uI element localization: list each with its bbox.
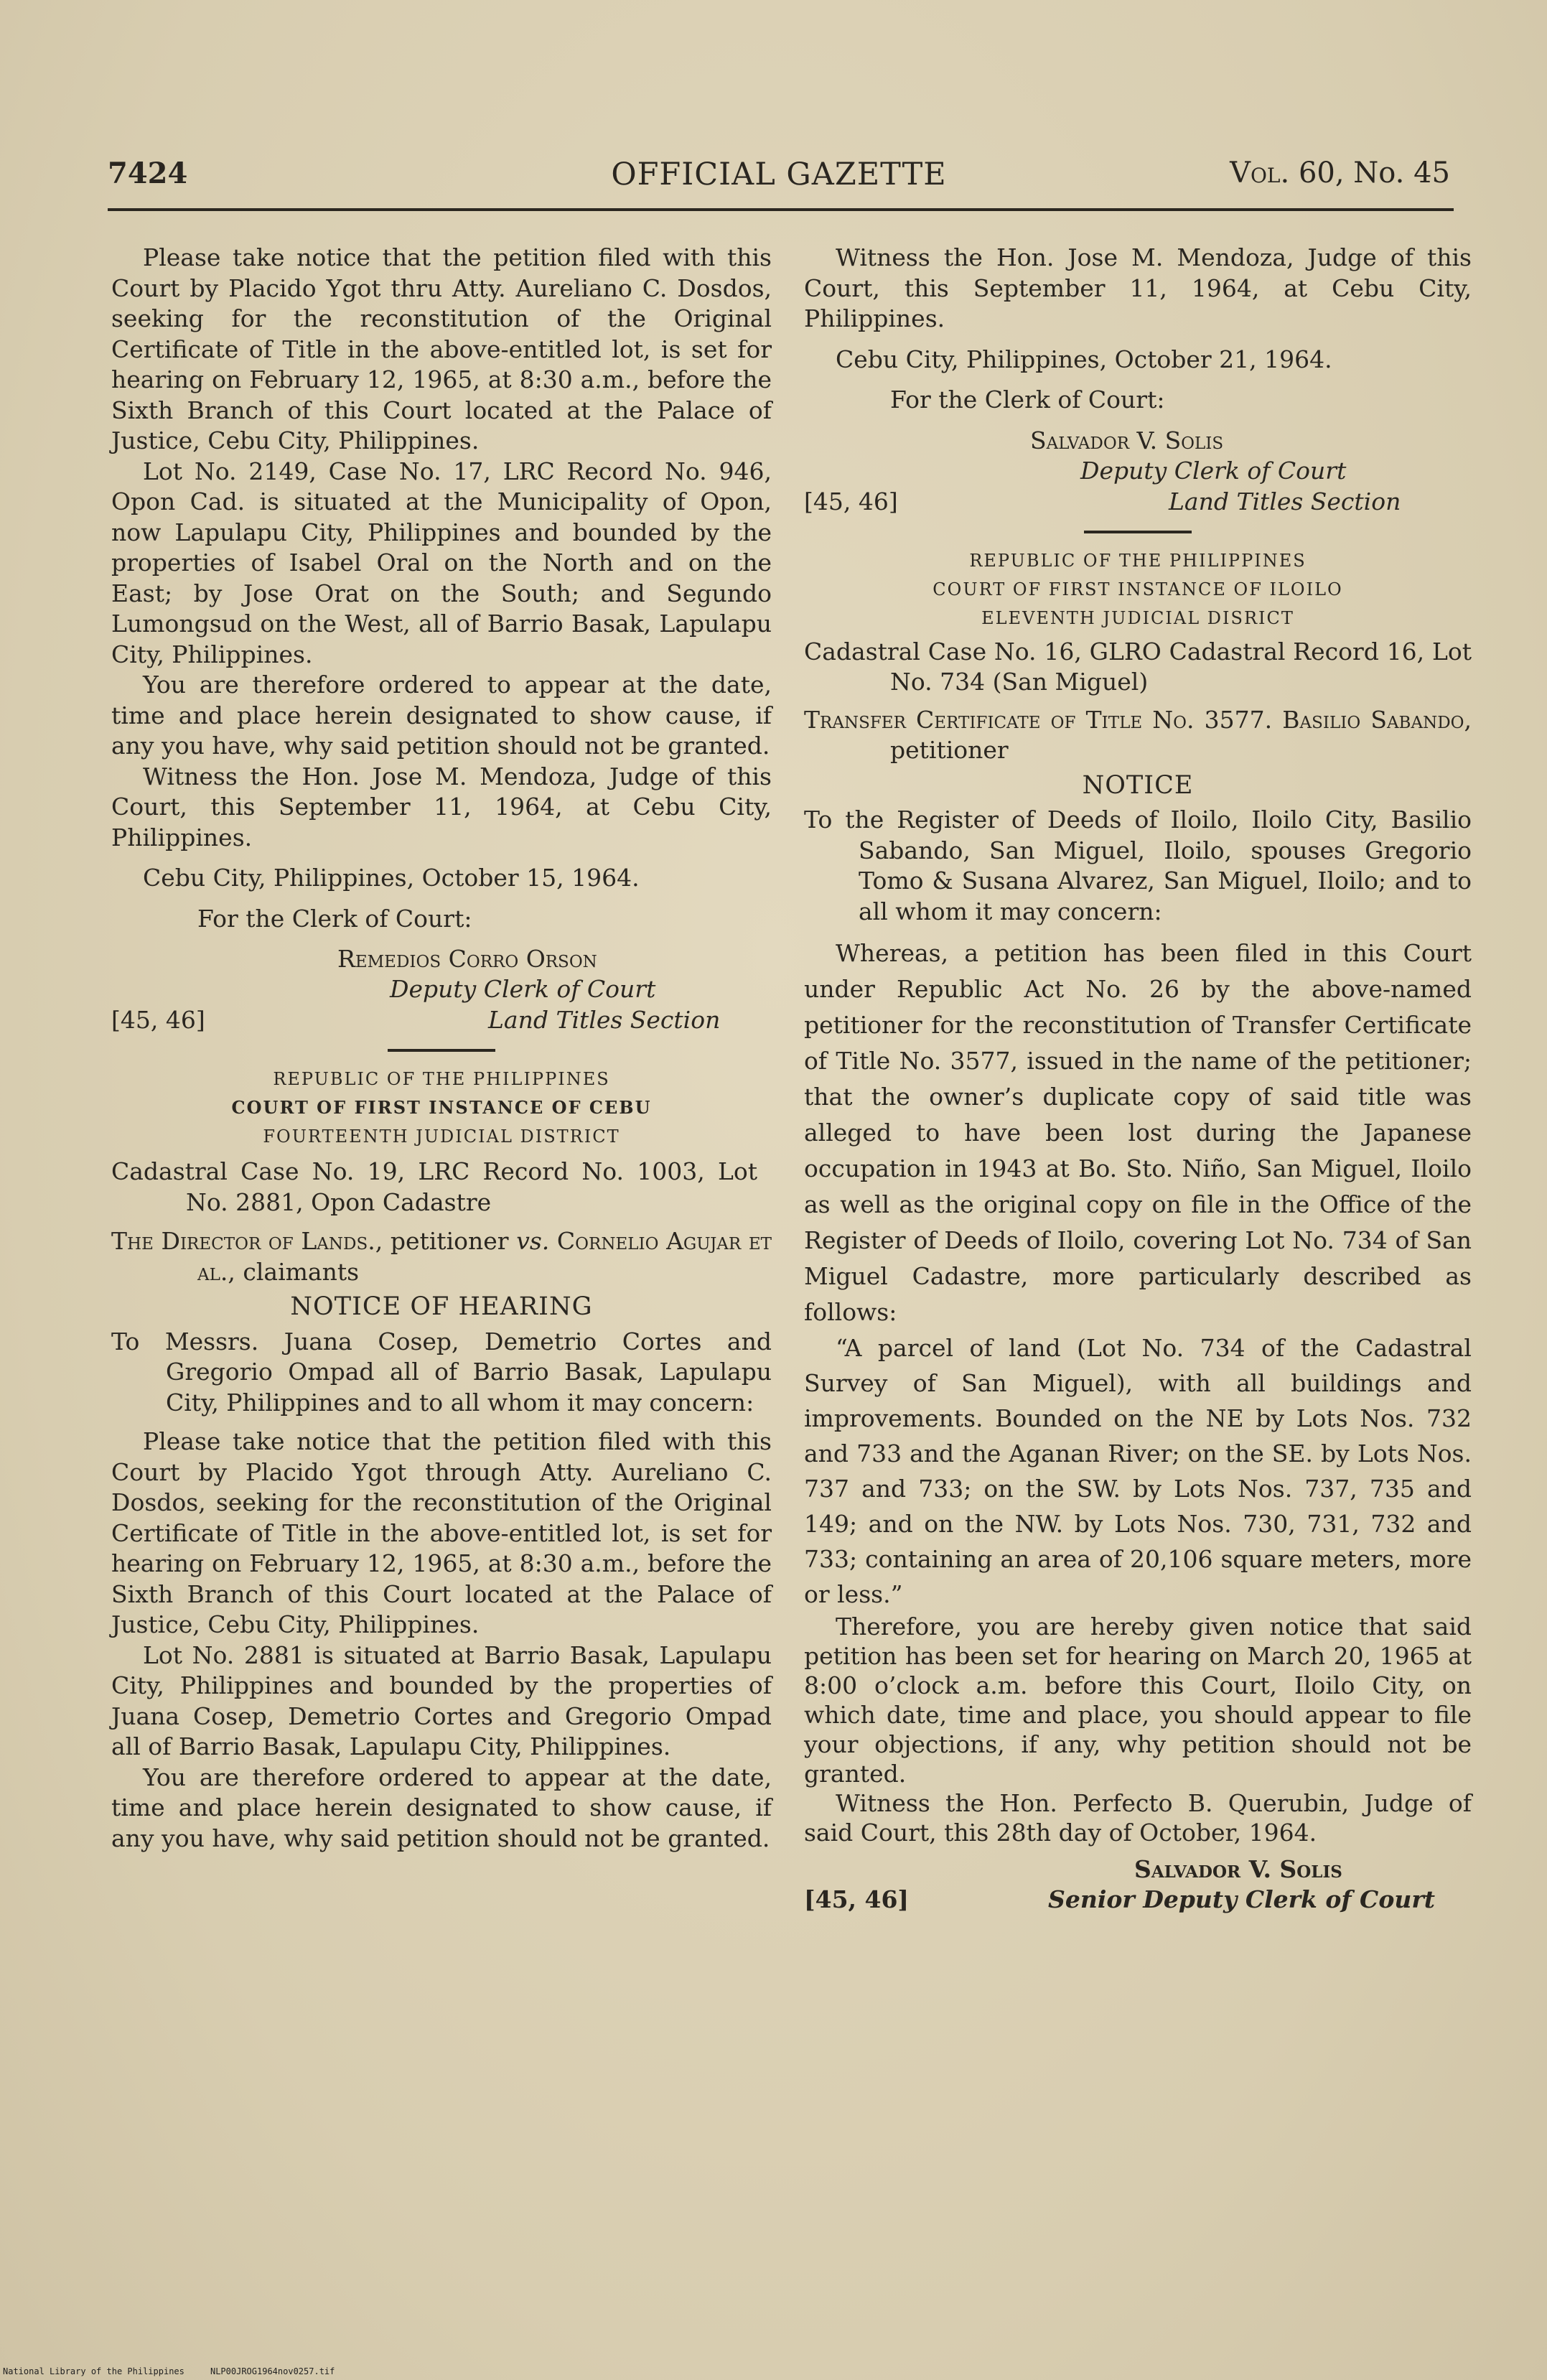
- for-clerk: For the Clerk of Court:: [890, 386, 1165, 414]
- paragraph: Witness the Hon. Perfecto B. Querubin, Judge of said Court, this 28th day of October, 1964.: [804, 1789, 1472, 1847]
- notice-addressees: To Messrs. Juana Cosep, Demetrio Cortes and Gregorio Ompad all of Barrio Basak, Lapulapu City, Philippines and to all whom it may concern:: [111, 1327, 772, 1417]
- signatory-title: Senior Deputy Clerk of Court: [1048, 1885, 1435, 1913]
- notice-heading-line: COURT OF FIRST INSTANCE OF ILOILO: [933, 579, 1343, 599]
- quoted-description: “A parcel of land (Lot No. 734 of the Cadastral Survey of San Miguel), with all buildings and improvements. Bounded on the NE by Lots Nos. 732 and 733 and the Aganan River; on the SE. by Lots Nos. 737 and 733; on the SW. by Lots Nos. 737, 735 and 149; and on the NW. by Lots Nos. 730, 731, 732 and 733; containing an area of 20,106 square meters, more or less.”: [804, 1334, 1472, 1608]
- signatory-name: Remedios Corro Orson: [337, 945, 597, 973]
- scan-footer: National Library of the Philippines NLP00JROG1964nov0257.tif: [3, 2366, 335, 2376]
- section-divider: [388, 1049, 495, 1052]
- paragraph: Therefore, you are hereby given notice that said petition has been set for hearing on March 20, 1965 at 8:00 o’clock a.m. before this Court, Iloilo City, on which date, time and place, you should appear to file your objections, if any, why petition should not be granted.: [804, 1613, 1472, 1788]
- paragraph: You are therefore ordered to appear at the date, time and place herein designated to show cause, if any you have, why said petition should not be granted.: [111, 1763, 772, 1852]
- case-parties: [111, 1226, 772, 1287]
- notice-heading-line: REPUBLIC OF THE PHILIPPINES: [969, 550, 1307, 571]
- paragraph: Witness the Hon. Jose M. Mendoza, Judge of this Court, this September 11, 1964, at Cebu City, Philippines.: [111, 762, 772, 851]
- paragraph: Please take notice that the petition filed with this Court by Placido Ygot thru Atty. Aureliano C. Dosdos, seeking for the reconstitution of the Original Certificate of Title in the above-entitled lot, is set for hearing on February 12, 1965, at 8:30 a.m., before the Sixth Branch of this Court located at the Palace of Justice, Cebu City, Philippines.: [111, 243, 772, 454]
- notice-title: NOTICE: [1082, 770, 1194, 800]
- notice-heading-line: COURT OF FIRST INSTANCE OF CEBU: [231, 1097, 652, 1118]
- signatory-name: Salvador V. Solis: [1134, 1855, 1342, 1883]
- left-column: [111, 243, 772, 1854]
- claimant-name: Cornelio Agujar et al.: [197, 1227, 772, 1286]
- paragraph: Please take notice that the petition filed with this Court by Placido Ygot through Atty. Aureliano C. Dosdos, seeking for the reconstitution of the Original Certificate of Title in the above-entitled lot, is set for hearing on February 12, 1965, at 8:30 a.m., before the Sixth Branch of this Court located at the Palace of Justice, Cebu City, Philippines.: [111, 1427, 772, 1638]
- versus: vs.: [516, 1227, 550, 1255]
- certificate-reference: Transfer Certificate of Title No. 3577.: [804, 705, 1273, 734]
- volume-number: [1230, 157, 1450, 190]
- right-column: [804, 243, 1472, 1919]
- signatory-name: Salvador V. Solis: [1030, 426, 1224, 454]
- paragraph: Lot No. 2149, Case No. 17, LRC Record No. 946, Opon Cad. is situated at the Municipality of Opon, now Lapulapu City, Philippines and bounded by the properties of Isabel Oral on the North and on the East; by Jose Orat on the South; and Segundo Lumongsud on the West, all of Barrio Basak, Lapulapu City, Philippines.: [111, 457, 772, 668]
- parties-text: , petitioner: [375, 1227, 517, 1255]
- petitioner-name: Basilio Sabando: [1282, 705, 1464, 734]
- section-divider: [1084, 531, 1192, 533]
- paragraph: You are therefore ordered to appear at the date, time and place herein designated to show cause, if any you have, why said petition should not be granted.: [111, 671, 772, 760]
- parties-text: , petitioner: [890, 705, 1472, 764]
- signatory-title: Deputy Clerk of Court: [390, 975, 656, 1003]
- issue-reference: [45, 46]: [804, 487, 898, 515]
- petitioner-name: The Director of Lands.: [111, 1227, 375, 1255]
- header-rule: [108, 208, 1454, 211]
- paragraph: Lot No. 2881 is situated at Barrio Basak, Lapulapu City, Philippines and bounded by the properties of Juana Cosep, Demetrio Cortes and Gregorio Ompad all of Barrio Basak, Lapulapu City, Philippines.: [111, 1641, 772, 1760]
- signature-block: [804, 426, 1472, 518]
- notice-heading-line: FOURTEENTH JUDICIAL DISTRICT: [263, 1126, 620, 1147]
- volume-prefix: Vol: [1230, 157, 1281, 190]
- parties-text: , claimants: [228, 1257, 360, 1286]
- case-caption: Cadastral Case No. 19, LRC Record No. 1003, Lot No. 2881, Opon Cadastre: [111, 1157, 757, 1216]
- notice-date: Cebu City, Philippines, October 15, 1964.: [143, 864, 640, 892]
- page-header: [108, 157, 1450, 207]
- notice-heading-line: ELEVENTH JUDICIAL DISRICT: [981, 607, 1294, 628]
- paragraph: Whereas, a petition has been filed in this Court under Republic Act No. 26 by the above-named petitioner for the reconstitution of Transfer Certificate of Title No. 3577, issued in the name of the petitioner; that the owner’s duplicate copy of said title was alleged to have been lost during the Japanese occupation in 1943 at Bo. Sto. Niño, San Miguel, Iloilo as well as the original copy on file in the Office of the Register of Deeds of Iloilo, covering Lot No. 734 of San Miguel Cadastre, more particularly described as follows:: [804, 939, 1472, 1326]
- case-caption: Cadastral Case No. 16, GLRO Cadastral Record 16, Lot No. 734 (San Miguel): [804, 637, 1472, 696]
- issue-reference: [45, 46]: [111, 1006, 205, 1034]
- signatory-section: Land Titles Section: [488, 1006, 721, 1034]
- volume-rest: . 60, No. 45: [1280, 157, 1450, 190]
- notice-addressees: To the Register of Deeds of Iloilo, Iloilo City, Basilio Sabando, San Miguel, Iloilo, spouses Gregorio Tomo & Susana Alvarez, San Miguel, Iloilo; and to all whom it may concern:: [804, 806, 1472, 925]
- signatory-section: Land Titles Section: [1169, 487, 1401, 515]
- signature-block: [804, 1854, 1472, 1919]
- notice-date: Cebu City, Philippines, October 21, 1964.: [836, 345, 1332, 373]
- signature-block: [111, 944, 772, 1036]
- notice-title: NOTICE OF HEARING: [290, 1292, 593, 1321]
- issue-reference: [45, 46]: [804, 1885, 910, 1913]
- paragraph: Witness the Hon. Jose M. Mendoza, Judge of this Court, this September 11, 1964, at Cebu City, Philippines.: [804, 243, 1472, 332]
- signatory-title: Deputy Clerk of Court: [1080, 456, 1347, 485]
- case-parties: [804, 705, 1472, 766]
- publication-title: OFFICIAL GAZETTE: [611, 157, 947, 192]
- page-number: 7424: [108, 157, 188, 190]
- notice-heading-line: REPUBLIC OF THE PHILIPPINES: [273, 1069, 610, 1089]
- for-clerk: For the Clerk of Court:: [197, 904, 472, 933]
